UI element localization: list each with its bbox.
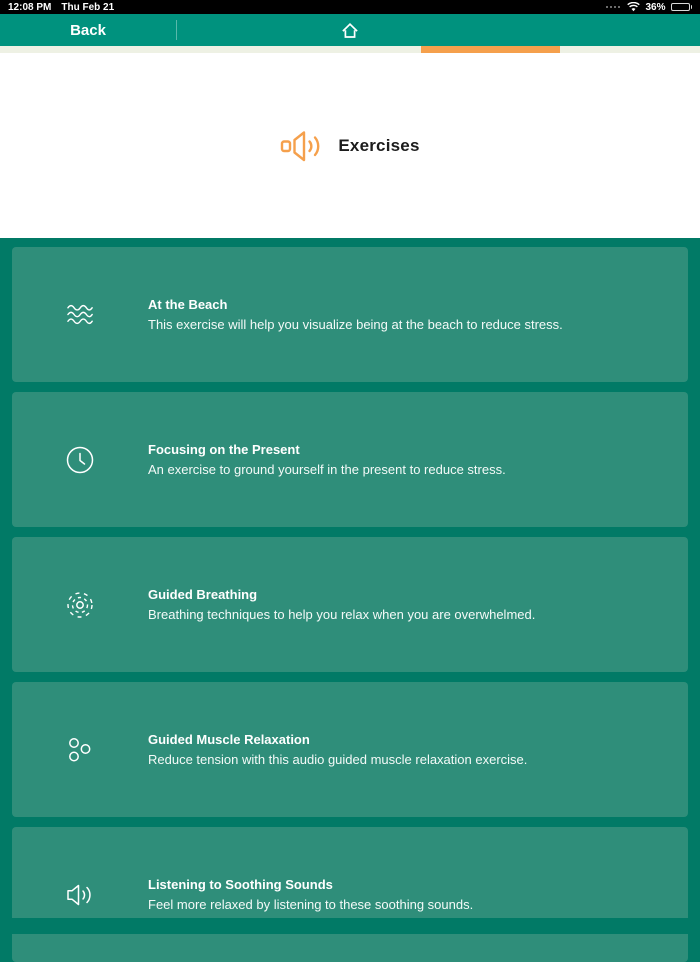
- bottom-safe-area: [0, 918, 700, 934]
- circles-icon: [60, 737, 100, 763]
- exercise-description: Feel more relaxed by listening to these soothing sounds.: [148, 897, 474, 912]
- navigation-bar: [0, 14, 700, 46]
- progress-indicator: [421, 46, 560, 53]
- home-button[interactable]: [328, 14, 372, 46]
- back-button[interactable]: [0, 14, 176, 46]
- battery-icon: [671, 3, 693, 11]
- exercise-description: This exercise will help you visualize being at the beach to reduce stress.: [148, 317, 563, 332]
- exercise-card-guided-breathing[interactable]: [12, 537, 688, 672]
- exercise-title: Guided Breathing: [148, 587, 258, 602]
- exercise-title: Listening to Soothing Sounds: [148, 877, 333, 892]
- exercise-title: Guided Muscle Relaxation: [148, 732, 310, 747]
- speaker-icon: [280, 129, 324, 163]
- clock-icon: [60, 446, 100, 474]
- exercise-card-guided-muscle-relaxation[interactable]: [12, 682, 688, 817]
- status-date: Thu Feb 21: [61, 1, 115, 13]
- cellular-signal-icon: [606, 6, 620, 8]
- navbar-divider: [176, 20, 177, 40]
- wifi-icon: [627, 2, 640, 12]
- home-icon: [340, 21, 360, 40]
- back-button-label: Back: [70, 21, 106, 39]
- exercise-card-at-the-beach[interactable]: [12, 247, 688, 382]
- exercise-card-focusing-on-the-present[interactable]: [12, 392, 688, 527]
- exercise-card-listening-to-soothing-sounds[interactable]: [12, 827, 688, 962]
- page-title: Exercises: [338, 135, 420, 155]
- exercise-description: Reduce tension with this audio guided muscle relaxation exercise.: [148, 752, 528, 767]
- battery-percent: 36%: [645, 1, 666, 13]
- exercise-title: Focusing on the Present: [148, 442, 300, 457]
- exercise-title: At the Beach: [148, 297, 228, 312]
- breathing-icon: [60, 590, 100, 620]
- waves-icon: [60, 303, 100, 326]
- status-time: 12:08 PM: [8, 1, 52, 13]
- exercise-description: An exercise to ground yourself in the present to reduce stress.: [148, 462, 506, 477]
- progress-track: [0, 46, 700, 53]
- page-header: [0, 53, 700, 238]
- speaker-icon: [60, 883, 100, 907]
- exercise-list: [0, 238, 700, 962]
- status-bar: [0, 0, 700, 14]
- exercise-description: Breathing techniques to help you relax when you are overwhelmed.: [148, 607, 536, 622]
